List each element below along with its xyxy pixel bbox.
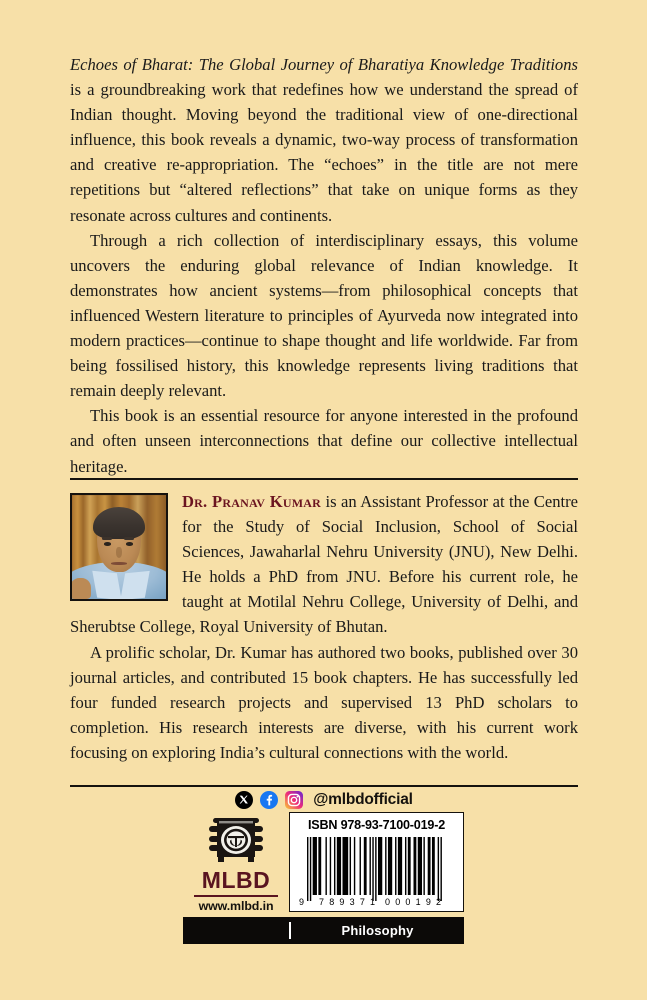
photo-hair [93, 507, 146, 538]
mlbd-seal-logo-icon [205, 815, 267, 867]
isbn-label: ISBN 978-93-7100-019-2 [307, 818, 445, 832]
barcode-digit-left: 9 [298, 897, 304, 907]
photo-hand [70, 578, 91, 599]
blurb-paragraph-2: Through a rich collection of interdisciplinary essays, this volume uncovers the enduring global relevance of Indian knowledge. It demonstrates how ancient systems—from philosophical concepts that influenced Western literature to principles of Ayurveda now integrated into modern practices—continue to shape thought and life worldwide. Far from being fossilised history, this knowledge represents living traditions that remain deeply relevant. [70, 230, 578, 401]
publisher-barcode-zone [183, 812, 464, 912]
photo-eye-right [126, 542, 133, 545]
ean13-barcode [297, 835, 457, 907]
photo-eye-left [104, 542, 111, 545]
divider-rule-top [70, 478, 578, 480]
divider-rule-bottom [70, 785, 578, 787]
social-handle-label: @mlbdofficial [313, 791, 413, 808]
barcode-digits-group-2: 000192 [384, 897, 446, 907]
blurb-section [70, 52, 578, 479]
photo-eyebrow-right [124, 537, 134, 541]
barcode-digits-group-1: 789371 [318, 897, 380, 907]
photo-mouth [111, 562, 128, 565]
book-title-italic: Echoes of Bharat: The Global Journey of Bharatiya Knowledge Traditions [70, 55, 578, 74]
author-photo [70, 493, 168, 601]
category-label: Philosophy [341, 923, 414, 938]
publisher-name: MLBD [201, 867, 271, 893]
author-name: Dr. Pranav Kumar [182, 492, 322, 511]
author-bio-text-1: is an Assistant Professor at the Centre for the Study of Social Inclusion, School of Social Sciences, Jawaharlal Nehru University (JNU), New Delhi. He holds a PhD from JNU. Before his current role, he taught at Motilal Nehru College, University of Delhi, and Sherubtse College, Royal University of Bhutan. [70, 492, 578, 637]
social-media-row [70, 788, 578, 812]
author-section [70, 489, 578, 765]
blurb-paragraph-1 [70, 52, 578, 228]
blurb-paragraph-3: This book is an essential resource for anyone interested in the profound and often unseen interconnections that define our collective intellectual heritage. [70, 406, 578, 476]
barcode-block [289, 812, 464, 912]
photo-collar-left [92, 571, 122, 600]
publisher-underline [194, 895, 278, 897]
category-bar [183, 917, 464, 944]
publisher-website: www.mlbd.in [198, 899, 274, 913]
author-bio-paragraph-2: A prolific scholar, Dr. Kumar has authored two books, published over 30 journal articles, and contributed 15 book chapters. He has successfully led four funded research projects and supervised 13 PhD scholars to completion. His research interests are diverse, with his current work focusing on exploring India’s cultural connections with the world. [70, 642, 578, 762]
instagram-icon[interactable] [285, 791, 303, 809]
photo-eyebrow-left [102, 537, 112, 541]
x-twitter-icon[interactable] [235, 791, 253, 809]
photo-collar-right [120, 571, 150, 600]
publisher-logo-block [183, 812, 289, 913]
facebook-icon[interactable] [260, 791, 278, 809]
blurb-paragraph-1-rest: is a groundbreaking work that redefines how we understand the spread of Indian thought. Moving beyond the traditional view of one-directional influence, this book reveals a dynamic, two-way process of transformation and creative re-appropriation. The “echoes” in the title are not mere repetitions but “altered reflections” that take on unique forms as they resonate across cultures and continents. [70, 80, 578, 225]
